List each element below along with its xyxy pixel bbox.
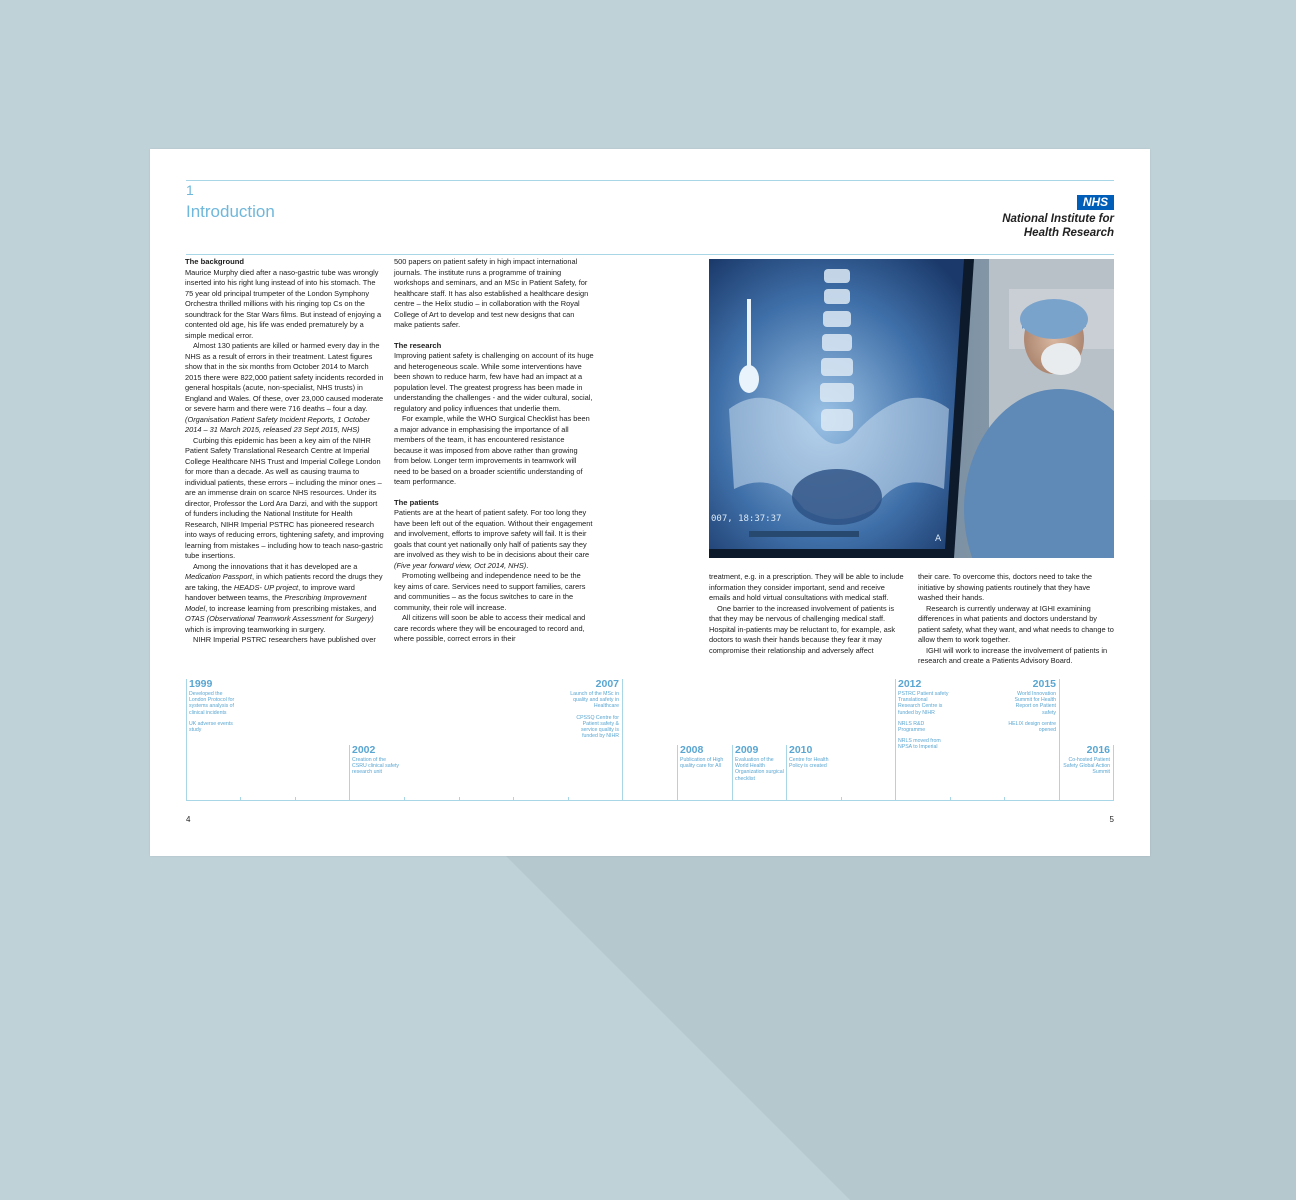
section-heading-background: The background	[185, 257, 245, 266]
chapter-title: Introduction	[186, 202, 275, 221]
page-number-right: 5	[1109, 815, 1114, 824]
timeline-1999: 1999 Developed the London Protocol for systems analysis of clinical incidents UK adverse events study	[189, 679, 239, 738]
timeline-axis	[186, 800, 1114, 801]
section-heading-research: The research	[394, 340, 442, 350]
paragraph: For example, while the WHO Surgical Checklist has been a major advance in emphasising the importance of all members of the team, it has encountered resistance because it was imposed from above rather than growing from below. Longer term improvements in teamwork will need to be based on a broader scientific understanding of team performance.	[394, 414, 590, 486]
org-name-line1: National Institute for	[1002, 213, 1114, 225]
timeline-2002: 2002 Creation of the CSRU clinical safety research unit	[352, 745, 402, 781]
brochure-spread	[150, 149, 1150, 856]
timeline-year: 2016	[1086, 744, 1110, 756]
paragraph: their care. To overcome this, doctors need to take the initiative by showing patients routinely that they have washed their hands.	[918, 572, 1093, 602]
timeline-2012: 2012 PSTRC Patient safety Translational Research Centre is funded by NIHR NRLS R&D Programme NRLS moved from NPSA to Imperial	[898, 678, 949, 751]
timeline-year: 2007	[595, 678, 619, 690]
timeline-year: 2010	[789, 744, 813, 756]
timeline-year: 2009	[735, 744, 759, 756]
paragraph: Promoting wellbeing and independence need to be the key aims of care. Services need to support families, carers and communities – as the focus switches to care in the community, their role will increase.	[394, 571, 586, 612]
timeline-year: 1999	[189, 678, 213, 690]
text-column-3	[709, 572, 908, 656]
timeline-2009: 2009 Evaluation of the World Health Organization surgical checklist	[735, 745, 787, 787]
paragraph: Among the innovations that it has developed are a Medication Passport, in which patients record the drugs they are taking, the HEADS- UP project, to improve ward handover between teams, the Prescribing Improvement Model, to increase learning from prescribing mistakes, and OTAS (Observational Teamwork Assessment for Surgery) which is improving teamworking in surgery.	[185, 561, 383, 634]
timeline-year: 2008	[680, 744, 704, 756]
timeline-year: 2002	[352, 744, 376, 756]
timeline-2007: 2007 Launch of the MSc in quality and safety in Healthcare CPSSQ Centre for Patient safety & service quality is funded by NIHR	[566, 679, 619, 744]
timeline-2010: 2010 Centre for Health Policy is created	[789, 745, 839, 774]
paragraph: All citizens will soon be able to access their medical and care records where they will be encouraged to record and, where possible, correct errors in their	[394, 613, 586, 643]
paragraph: Almost 130 patients are killed or harmed every day in the NHS as a result of errors in their treatment. Latest figures show that in the six months from October 2014 to March 2015 there were 822,000 patient safety incidents recorded in general hospitals (acute, non-specialist, NHS trusts) in England and Wales. Of these, over 23,000 caused moderate or severe harm and there were 716 deaths – four a day. (Organisation Patient Safety Incident Reports, 1 October 2014 – 31 March 2015, released 23 Sept 2015, NHS)	[185, 341, 384, 434]
xray-surgeon-photo	[709, 259, 1114, 558]
section-heading-patients: The patients	[394, 497, 439, 507]
paragraph: treatment, e.g. in a prescription. They will be able to include information they consider important, send and receive emails and hold virtual consultations with medical staff.	[709, 572, 904, 602]
timeline-2008: 2008 Publication of High quality care for All	[680, 745, 730, 774]
timeline-year: 2015	[1032, 678, 1056, 690]
photo-illustration	[709, 259, 1114, 558]
org-name-line2: Health Research	[1023, 227, 1114, 239]
timeline-2016: 2016 Co-hosted Patient Safety Global Action Summit	[1063, 744, 1110, 776]
text-column-2	[394, 257, 594, 645]
paragraph: NIHR Imperial PSTRC researchers have published over	[193, 635, 376, 644]
xray-corner-label: A	[935, 534, 942, 544]
timeline-year: 2012	[898, 678, 922, 690]
chapter-number: 1	[186, 182, 194, 198]
top-rule	[186, 180, 1114, 181]
org-name	[1002, 212, 1114, 240]
paragraph: 500 papers on patient safety in high impact international journals. The institute runs a programme of training workshops and seminars, and an MSc in Patient Safety, for healthcare staff. It has also established a healthcare design centre – the Helix studio – in collaboration with the Royal College of Art to develop and test new designs that can make patients safer.	[394, 257, 589, 329]
paragraph: Research is currently underway at IGHI examining differences in what patients and doctors understand by patient safety, what they want, and what needs to change to allow them to work together.	[918, 603, 1114, 644]
text-column-4	[918, 572, 1114, 667]
paragraph: One barrier to the increased involvement of patients is that they may be nervous of challenging medical staff. Hospital in-patients may be reluctant to, for example, ask doctors to wash their hands because they fear it may compromise their relationship and adversely affect	[709, 603, 896, 655]
timeline-2015: 2015 World Innovation Summit for Health Report on Patient safety HELIX design centre opened	[1001, 679, 1056, 738]
paragraph: Curbing this epidemic has been a key aim of the NIHR Patient Safety Translational Research Centre at Imperial College Healthcare NHS Trust and Imperial College London for more than a decade. As well as causing trauma to individual patients, these errors – including the minor ones – are an immense drain on scarce NHS resources. Under its director, Professor the Lord Ara Darzi, and with the support of funders including the National Institute for Health Research, NIHR Imperial PSTRC has pioneered research into ways of reducing errors, tightening safety, and improving learning from mistakes – including how to teach naso-gastric tube insertions.	[185, 435, 384, 560]
nhs-logo: NHS	[1077, 195, 1114, 210]
header-rule	[186, 254, 1114, 255]
paragraph: Improving patient safety is challenging on account of its huge and heterogeneous scale. While some interventions have been shown to reduce harm, few have had an impact at a population level. The greatest progress has been made in understanding the challenges - and the wider cultural, social, regulatory and policy influences that underlie them.	[394, 351, 594, 413]
xray-timestamp: 007, 18:37:37	[711, 514, 782, 524]
timeline	[186, 679, 1114, 801]
paragraph: IGHI will work to increase the involvement of patients in research and create a Patients Advisory Board.	[918, 645, 1108, 665]
paragraph: Patients are at the heart of patient safety. For too long they have been left out of the equation. Without their engagement and involvement, efforts to improve safety will fail. It is their goals that count yet nationally only half of patients say they are involved as they wish to be in decisions about their care (Five year forward view, Oct 2014, NHS).	[394, 508, 593, 570]
paragraph: Maurice Murphy died after a naso-gastric tube was wrongly inserted into his right lung instead of into his stomach. The 75 year old principal trumpeter of the London Symphony Orchestra thrilled millions with his ringing top Cs on the soundtrack for the Star Wars films. But instead of enjoying a contented old age, his life was ended prematurely by a simple medical error.	[185, 267, 382, 340]
page-number-left: 4	[186, 815, 191, 824]
text-column-1	[185, 257, 384, 646]
